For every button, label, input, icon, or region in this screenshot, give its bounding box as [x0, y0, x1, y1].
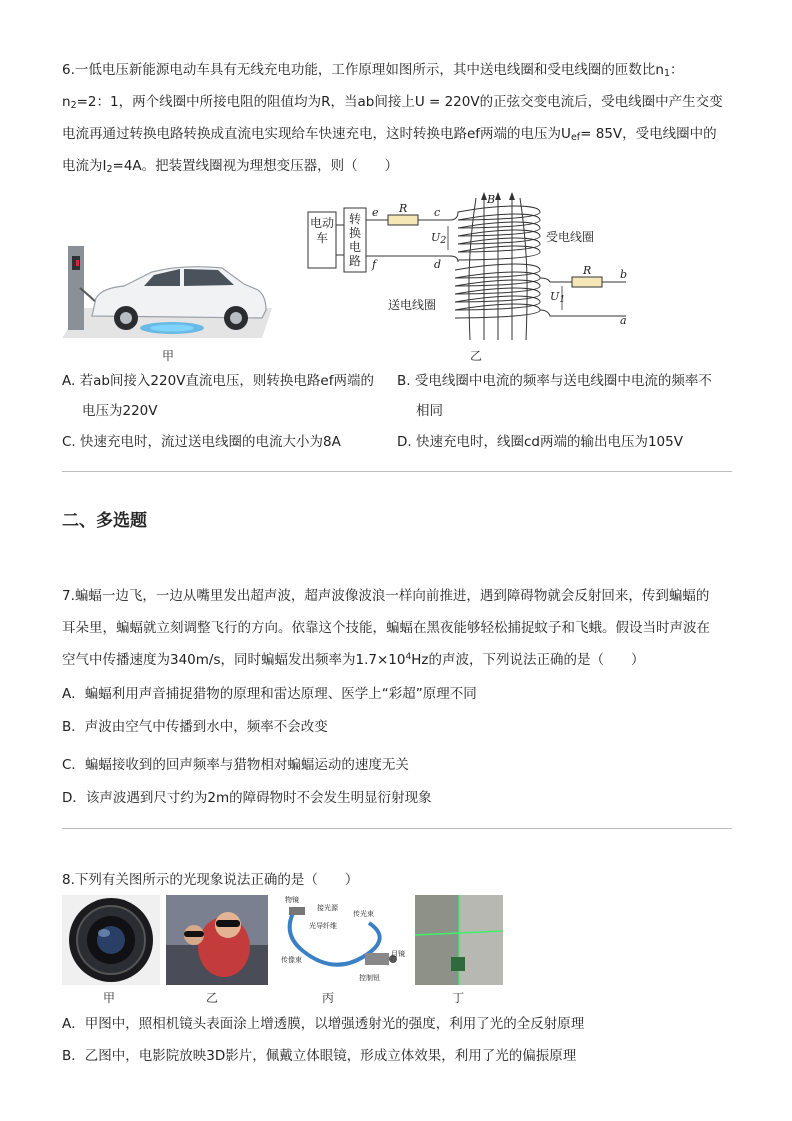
terminal-d: d [434, 258, 442, 271]
q7-text: Hz的声波，下列说法正确的是（ ） [411, 652, 645, 668]
q6-subscript: 2 [70, 100, 77, 111]
cinema-3d-illustration [166, 895, 268, 985]
label-optical-fiber: 光导纤维 [309, 922, 337, 930]
fig-label-bing: 丙 [322, 991, 335, 1005]
q6-option-d[interactable]: D. 快速充电时，线圈cd两端的输出电压为105V [397, 434, 683, 450]
u1-symbol: U [550, 290, 560, 303]
fig-label-ding: 丁 [452, 991, 465, 1005]
voltage-label-u2 [431, 231, 446, 246]
q7-line-3 [62, 648, 644, 668]
q6-option-b[interactable]: B. 受电线圈中电流的频率与送电线圈中电流的频率不 [397, 373, 712, 389]
q7-option-d[interactable]: D．该声波遇到尺寸约为2m的障碍物时不会发生明显衍射现象 [62, 790, 432, 806]
q6-option-a[interactable]: A. 若ab间接入220V直流电压，则转换电路ef两端的 [62, 373, 374, 389]
label-light-source: 接光源 [317, 904, 338, 912]
car-box-label: 电动车 [310, 216, 335, 245]
fig-label-jia: 甲 [162, 349, 175, 363]
q6-subscript: 2 [106, 164, 113, 175]
fig-label-jia: 甲 [103, 991, 116, 1005]
label-light-beam: 传光束 [353, 910, 374, 918]
q6-option-c[interactable]: C. 快速充电时，流过送电线圈的电流大小为8A [62, 434, 341, 450]
u2-symbol: U [431, 231, 441, 244]
q6-text: 电流再通过转换电路转换成直流电实现给车快速充电，这时转换电路ef两端的电压为U [62, 126, 571, 142]
q6-line-4 [62, 154, 398, 175]
q7-line-2: 耳朵里，蝙蝠就立刻调整飞行的方向。依靠这个技能，蝙蝠在黑夜能够轻松捕捉蚊子和飞蛾。假设当时声波在 [62, 620, 710, 636]
q6-line-2 [62, 90, 723, 111]
fig-label-yi: 乙 [470, 349, 483, 363]
transformer-circuit-diagram [300, 190, 640, 350]
magnetic-field-label-b: B [487, 193, 496, 206]
camera-lens-illustration [62, 895, 160, 985]
laser-level-image [415, 895, 503, 985]
q6-text: =4A。把装置线圈视为理想变压器，则（ ） [112, 158, 399, 174]
q6-subscript: 1 [663, 68, 670, 79]
q7-option-c[interactable]: C．蝙蝠接收到的回声频率与猎物相对蝙蝠运动的速度无关 [62, 757, 409, 773]
divider [62, 828, 732, 829]
sending-coil-label: 送电线圈 [388, 298, 437, 312]
converter-box-label: 转换电路 [348, 212, 361, 268]
terminal-f: f [372, 258, 377, 271]
q6-option-b-cont: 相同 [416, 403, 443, 419]
laser-level-illustration [415, 895, 503, 985]
label-control-knob: 控制钮 [359, 974, 380, 982]
camera-lens-image [62, 895, 160, 985]
q7-superscript: 4 [405, 652, 412, 662]
section-heading-multiple-choice: 二、多选题 [62, 511, 147, 531]
charging-car-illustration [62, 238, 272, 348]
q6-text: =2：1，两个线圈中所接电阻的阻值均为R，当ab间接上U = 220V的正弦交变电流后，受电线圈中产生交变 [76, 94, 723, 110]
terminal-c: c [434, 206, 441, 219]
fig-label-yi: 乙 [206, 991, 219, 1005]
label-object-lens: 物镜 [285, 896, 299, 904]
q6-subscript: ef [570, 132, 581, 143]
charging-car-image [62, 238, 272, 348]
q7-option-b[interactable]: B．声波由空气中传播到水中，频率不会改变 [62, 719, 328, 735]
q6-text: ： [669, 62, 684, 78]
q6-line-3 [62, 122, 717, 143]
q6-option-a-cont: 电压为220V [82, 403, 158, 419]
label-eyepiece: 目镜 [391, 950, 405, 958]
q8-option-b[interactable]: B．乙图中，电影院放映3D影片，佩戴立体眼镜，形成立体效果，利用了光的偏振原理 [62, 1048, 577, 1064]
q6-text: 6.一低电压新能源电动车具有无线充电功能，工作原理如图所示，其中送电线圈和受电线圈的匝数比n [62, 62, 664, 78]
resistor-label-r2: R [583, 264, 592, 277]
q7-line-1: 7.蝙蝠一边飞，一边从嘴里发出超声波，超声波像波浪一样向前推进，遇到障碍物就会反射回来，传到蝙蝠的 [62, 588, 710, 604]
terminal-e: e [372, 206, 379, 219]
divider [62, 471, 732, 472]
cinema-3d-image [166, 895, 268, 985]
endoscope-illustration [273, 895, 409, 985]
endoscope-image [273, 895, 409, 985]
q6-text: n [62, 94, 71, 110]
label-image-beam: 传像束 [281, 956, 302, 964]
q6-text: = 85V，受电线圈中的 [580, 126, 717, 142]
receiving-coil-label: 受电线圈 [546, 230, 595, 244]
terminal-b: b [620, 268, 628, 281]
q8-stem: 8.下列有关图所示的光现象说法正确的是（ ） [62, 872, 359, 888]
q7-text: 空气中传播速度为340m/s，同时蝙蝠发出频率为1.7×10 [62, 652, 406, 668]
u1-subscript: 1 [559, 294, 566, 305]
q6-text: 电流为I [62, 158, 107, 174]
terminal-a: a [620, 314, 627, 327]
resistor-label-r1: R [399, 202, 408, 215]
q7-option-a[interactable]: A．蝙蝠利用声音捕捉猎物的原理和雷达原理、医学上“彩超”原理不同 [62, 686, 477, 702]
voltage-label-u1 [550, 290, 565, 305]
u2-subscript: 2 [440, 235, 447, 246]
q6-line-1 [62, 58, 683, 79]
q8-option-a[interactable]: A．甲图中，照相机镜头表面涂上增透膜，以增强透射光的强度，利用了光的全反射原理 [62, 1016, 585, 1032]
